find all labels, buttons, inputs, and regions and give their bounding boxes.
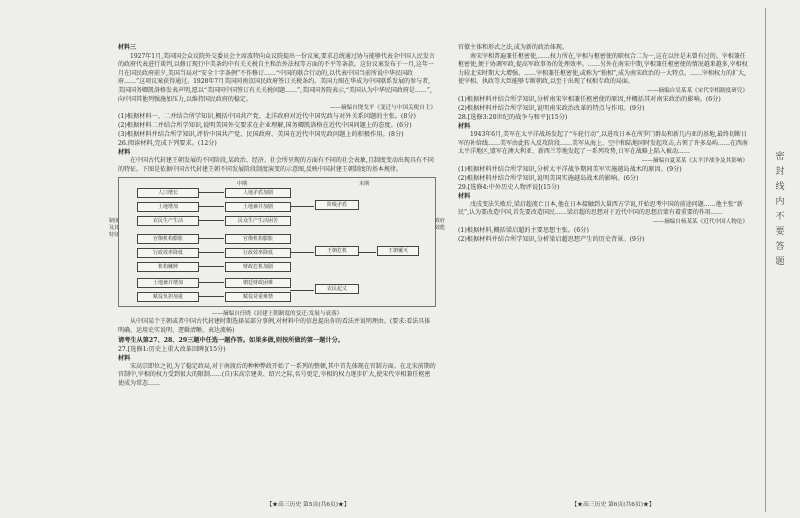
question-25-1: (1)根据材料一、二并结合所学知识,概括中国共产党、北洋政府对近代中国宪政与对外关系问题的主张。(8分) [118,113,416,121]
right-page [458,0,748,518]
diagram-arrow [198,296,224,297]
question-28-text: 1943年6月,美军在太平洋战场发起了“车轮行动”,以进攻日本在所罗门群岛和新几内亚的基地,最终切断日军的补给线……美军由此转入反攻阶段……美军从海上、空中和陆地同时发起攻击,占领了许多岛屿……在西南太平洋地区,盟军在澳大利亚、新西兰等地发起了一系列攻势,日军在战略上陷入被动…… [458,130,748,156]
binding-char: 密 [775,152,785,162]
question-28-2: (2)根据材料并结合所学知识,说明美国实施越岛战术的影响。(6分) [458,174,639,182]
question-29-heading: 29.[选修4:中外历史人物评说](15分) [458,183,560,191]
right-source-2: ——摘编自夏某某《太平洋战争及其影响》 [641,157,748,164]
diagram-box: 王朝危机 [315,246,359,256]
question-27-text: 宋高宗即位之初,为了稳定政局,对于南渡后的种种弊政开始了一系列的整顿,其中首先体现在官制方面。在北宋前期的官制中,宰相的权力受到很大的限制……(自)宋高宗建炎、绍兴之际,名号更定,宰相的权力逐步扩大,使宋代宰相兼任枢密使成为常态…… [118,362,436,387]
binding-char: 题 [775,257,785,267]
optional-note: 请考生从第27、28、29三题中任选一题作答。如果多做,则按所做的第一题计分。 [118,336,344,344]
diagram-arrow [358,252,376,253]
diagram-box: 赋役苛重难禁 [225,292,291,302]
q28-material-label: 材料 [458,122,471,130]
question-29-2: (2)根据材料并结合所学知识,分析梁启超思想产生的历史背景。(9分) [458,235,645,243]
diagram-box: 行政效率降低 [137,248,199,258]
diagram-box: 民众生产生活困苦 [225,216,291,226]
diagram-caption: ——摘编自任晓《封建王朝制度的变迁:发展与衰落》 [211,311,343,318]
diagram-arrow [290,252,314,253]
diagram-box: 农民起义 [315,284,359,294]
diagram-box: 赋役负担加重 [137,292,199,302]
binding-char: 封 [775,167,785,177]
question-28-heading: 28.[选修3:20世纪的战争与和平](15分) [458,113,568,121]
binding-char: 答 [775,242,785,252]
question-26-text: 在中国古代封建王朝发展的不同阶段,某政治、经济、社会所呈现的方面有不同的社会表象,且制度变动出现具有不同的特征。下图是依据中国古代封建王朝不同发展阶段制度演变的示意图,反映中国封建王朝制度的基本规律。 [118,157,434,173]
diagram-box: 土地兼并增加 [137,278,199,288]
q29-material-label: 材料 [458,192,471,200]
question-29-1: (1)根据材料,概括梁启超的主要思想主张。(6分) [458,226,589,234]
diagram-box: 王朝覆灭 [377,246,419,256]
diagram-arrow [198,206,224,207]
left-page-footer: 【★高三历史 第5页(共6页)★】 [266,502,350,508]
diagram-arrow [198,238,224,239]
q26-material-label: 材料 [118,149,131,157]
diagram-box: 人口增长 [137,188,199,198]
diagram-side-left: 制度及其特征 [109,218,120,239]
diagram-box: 机构臃肿 [137,262,199,272]
diagram-side-right: 政府效能 [435,218,446,232]
diagram-box: 官僚机构膨胀 [137,234,199,244]
diagram-box: 朝廷财政困难 [225,278,291,288]
q27-material-label: 材料 [118,354,131,362]
question-26-heading: 26.阅读材料,完成下列要求。(12分) [118,140,217,148]
diagram-box: 农民生产生活 [137,216,199,226]
question-25-3: (3)根据材料并结合所学知识,评价中国共产党、民国政府、美国在近代中国宪政问题上的积极作用。(8分) [118,131,404,139]
left-page [109,0,446,518]
diagram-arrow [198,282,224,283]
material3-source: ——摘编自饶戈平《变迁与中国关税自主》 [329,105,436,112]
binding-notice [770,150,790,320]
diagram-box: 行政效率降低 [225,248,291,258]
diagram-box: 财政危机加剧 [225,262,291,272]
diagram-arrow [198,252,224,253]
question-26-task: 从中国某个王朝或者中国古代封建时期选择某部分事例,对材料中的信息提出你的看法并说明理由。(要求:看法具体明确、运用史实说明、逻辑清晰、表达流畅) [118,318,431,334]
question-27-1: (1)根据材料并结合所学知识,分析南宋宰相兼任枢密使的原因,并概括其对南宋政治的影响。(6分) [458,95,721,103]
question-28-1: (1)根据材料并结合所学知识,分析太平洋战争期间美军实施越岛战术的原因。(9分) [458,165,682,173]
diagram-arrow [198,266,224,267]
diagram-top-left: 中期 [237,181,248,188]
diagram-box: 土地增加 [137,202,199,212]
diagram-arrow [290,290,314,291]
diagram-box: 阶级矛盾 [315,200,359,210]
diagram-box: 官僚机构膨胀 [225,234,291,244]
right-text-1: 官僚主体和形式之法,成为新的政治体现。 [458,44,568,51]
diagram-box: 人地矛盾加剧 [225,188,291,198]
question-27-heading: 27.[选修1:历史上重大改革回眸](15分) [118,345,226,353]
right-page-footer: 【★高三历史 第6页(共6页)★】 [571,502,655,508]
right-source-3: ——摘编自杨某某《近代中国人物论》 [652,218,748,225]
binding-char: 不 [775,212,785,222]
right-text-2: 南宋宰相普遍兼任枢密使,……权力所在,宰相与枢密使的职权合二为一,这在以往是未曾有过的。宰相兼任枢密使,便于协调军政,提高军政事务的处理效率。……另外在南宋中期,宰相兼任枢密使的情况越来越多,宰相权力较北宋时期大大增强。……宰相兼任枢密使,或称为“独相”,成为南宋政治的一大特点。……宰相权力的扩大,使宰相、执政等大臣能够专断朝政,以至于出现了权相专政的局面。 [458,52,748,86]
question-27-2: (2)根据材料并结合所学知识,说明南宋政治改革的特点与作用。(9分) [458,104,645,112]
diagram-box: 土地兼并加剧 [225,202,291,212]
institution-diagram [109,177,446,307]
diagram-top-right: 末期 [359,181,370,188]
binding-char: 要 [775,227,785,237]
right-source-1: ——摘编自吴某某《宋代宰相制度研究》 [647,87,748,94]
question-25-2: (2)根据材料二并结合所学知识,说明美国外交要求在企业理解,国务卿凯洛格在近代中国问题上的态度。(6分) [118,122,412,130]
diagram-arrow [198,220,224,221]
binding-char: 内 [775,197,785,207]
binding-line [765,8,766,512]
diagram-arrow [290,206,314,207]
question-29-text: 戊戌变法失败后,梁启超流亡日本,他在日本接触到大量西方学说,开始思考中国的前途问题……他主张“新民”,认为要改造中国,首先要改造国民……梁启超的思想对于近代中国的思想启蒙有着重要的作用…… [458,200,743,217]
material3-title: 材料三 [118,44,137,51]
binding-char: 线 [775,182,785,192]
diagram-arrow [198,192,224,193]
material3-text: 1927年1月,美国国会众议院外交委员会主席波特向众议院提出一份议案,要求总统通过协与能够代表全中国人民发言的政府代表进行谈判,以修订现行中美条约中有关关税自主和治外法权等方面的不平等条款。这份议案发布于一月,这年一月在国民政府前夕,美国当局对“安全十字条例”不作修订……“中国的联合行动的,以代表中国当前所说中华民国政府……”这项议案获得通过。1928年7月美国同南京国民政府签订关税条约。美国力图在华成为中国联系发展的参与者,美国国务卿凯洛格发表声明,愿以“美国同中国签订有关关税问题……”,美国国务院表示,“美国认为中华民国政府是……”,向中国其他列强施加压力,以维持国民政府的稳定。 [118,52,435,103]
